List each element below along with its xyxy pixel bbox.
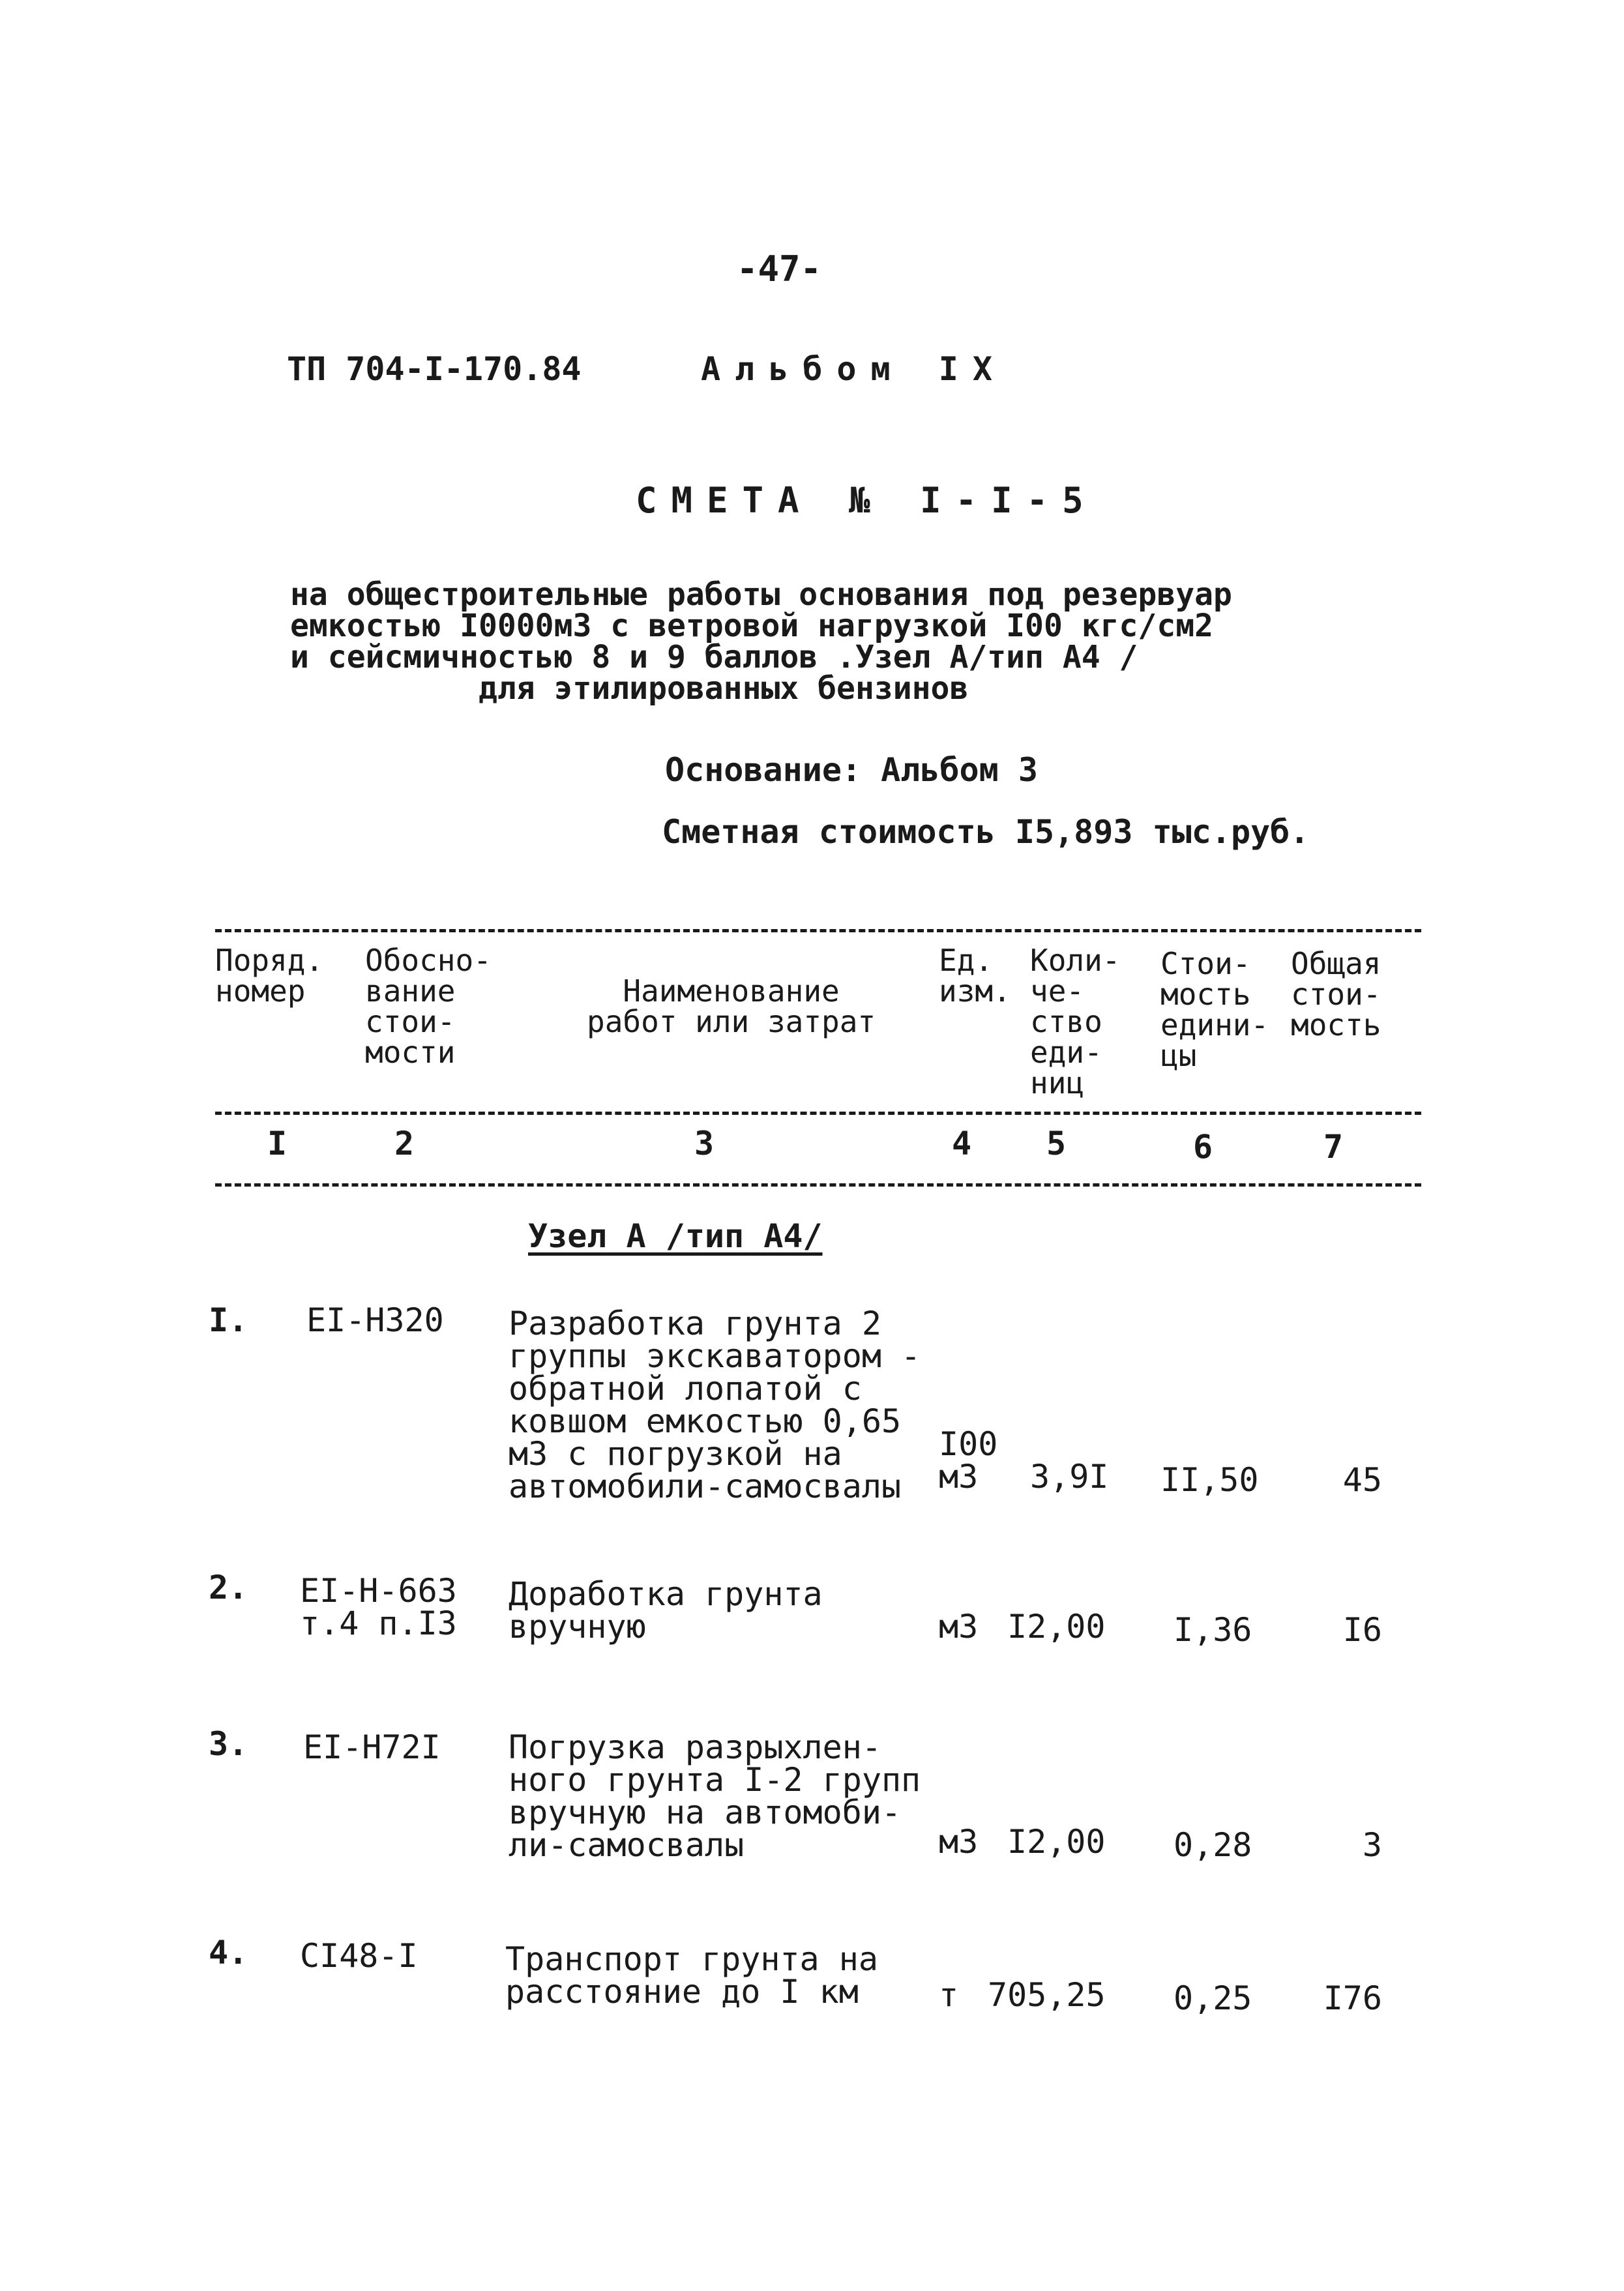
row-1-unit: I00 м3 (939, 1425, 998, 1496)
table-top-rule (215, 929, 1421, 932)
row-3-code: EI-H72I (303, 1728, 441, 1766)
column-number-4: 4 (952, 1125, 972, 1162)
row-4-name: Транспорт грунта на расстояние до I км (505, 1940, 878, 2011)
column-number-7: 7 (1323, 1128, 1344, 1166)
document-code: ТП 704-I-170.84 (287, 350, 582, 388)
row-2-quantity: I2,00 (1007, 1608, 1106, 1646)
row-2-name: Доработка грунта вручную (509, 1575, 823, 1646)
row-1-name: Разработка грунта 2 группы экскаватором - обратной лопатой с ковшом емкостью 0,65 м3 с погрузкой на автомобили-самосвалы (509, 1305, 921, 1505)
header-unit: Ед. изм. (939, 943, 1011, 1009)
row-4-number: 4. (209, 1934, 248, 1972)
row-3-unit-cost: 0,28 (1174, 1826, 1252, 1864)
row-3-name: Погрузка разрыхлен- ного грунта I-2 групп вручную на автомоби- ли-самосвалы (509, 1728, 921, 1864)
row-4-unit-cost: 0,25 (1174, 1979, 1252, 2017)
album-label: Альбом IX (701, 350, 1007, 388)
row-1-code: EI-H320 (306, 1301, 444, 1339)
column-number-3: 3 (694, 1125, 715, 1162)
row-2-unit: м3 (939, 1608, 979, 1646)
column-numbers-bottom-rule (215, 1183, 1421, 1187)
header-bottom-rule (215, 1112, 1421, 1115)
document-title: СМЕТА № I-I-5 (636, 480, 1098, 521)
row-4-quantity: 705,25 (988, 1976, 1106, 2014)
row-2-code: EI-H-663 т.4 п.I3 (300, 1572, 457, 1642)
row-4-unit: т (939, 1976, 959, 2014)
header-total-cost: Общая стои- мость (1291, 946, 1381, 1042)
row-3-quantity: I2,00 (1007, 1823, 1106, 1861)
section-heading: Узел А /тип А4/ (528, 1217, 823, 1255)
row-4-total: I76 (1323, 1979, 1382, 2017)
row-4-code: CI48-I (300, 1937, 418, 1975)
estimated-cost-line: Сметная стоимость I5,893 тыс.руб. (662, 813, 1310, 851)
header-name: Наименование работ или затрат (587, 973, 876, 1039)
basis-line: Основание: Альбом 3 (665, 751, 1038, 789)
header-unit-cost: Стои- мость едини- цы (1160, 946, 1269, 1073)
row-1-number: I. (209, 1301, 248, 1339)
row-1-quantity: 3,9I (1030, 1458, 1109, 1496)
row-1-total: 45 (1342, 1461, 1382, 1499)
row-2-unit-cost: I,36 (1174, 1611, 1252, 1649)
header-justification: Обосно- вание стои- мости (365, 943, 492, 1070)
row-2-number: 2. (209, 1569, 248, 1606)
header-quantity: Коли- че- ство еди- ниц (1030, 943, 1121, 1101)
document-description: на общестроительные работы основания под резервуар емкостью I0000м3 с ветровой нагрузкой I00 кгс/см2 и сейсмичностью 8 и 9 баллов .Узел А/тип А4 / для этилированных бензинов (290, 576, 1232, 707)
row-3-total: 3 (1362, 1826, 1382, 1864)
column-number-5: 5 (1046, 1125, 1067, 1162)
header-order-number: Поряд. номер (215, 943, 324, 1009)
row-1-unit-cost: II,50 (1160, 1461, 1259, 1499)
column-number-2: 2 (394, 1125, 415, 1162)
column-number-6: 6 (1193, 1128, 1213, 1166)
row-3-unit: м3 (939, 1823, 979, 1861)
column-number-1: I (267, 1125, 288, 1162)
row-3-number: 3. (209, 1725, 248, 1763)
row-2-total: I6 (1342, 1611, 1382, 1649)
page-number: -47- (737, 248, 822, 289)
